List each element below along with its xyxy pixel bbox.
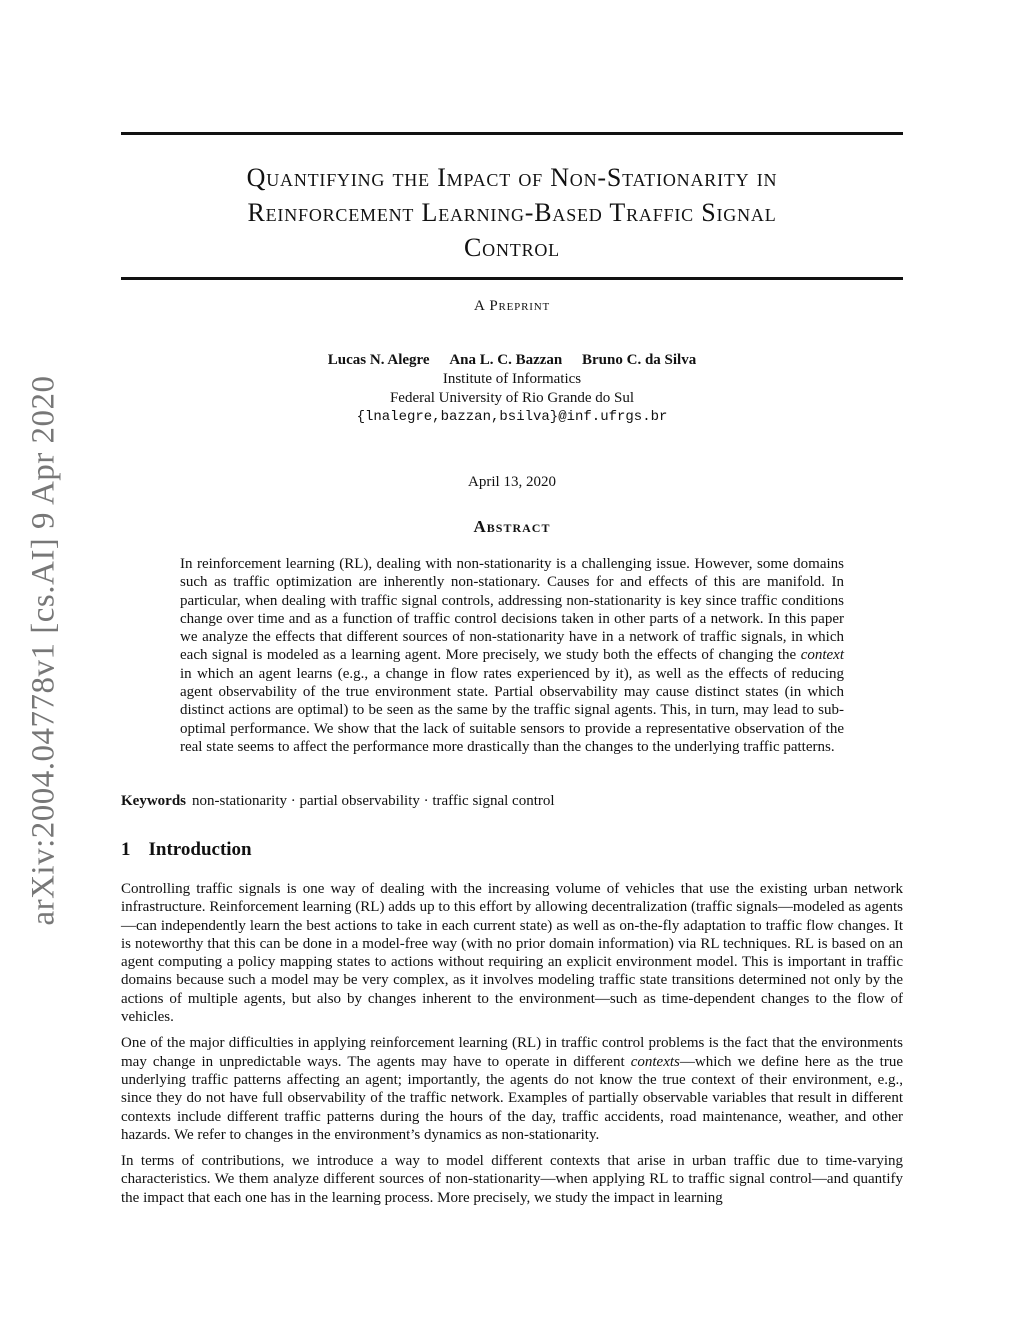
section-title: Introduction — [148, 839, 252, 860]
arxiv-id: arXiv:2004.04778v1 [cs.AI] 9 Apr 2020 — [25, 374, 62, 926]
affiliation-university: Federal University of Rio Grande do Sul — [389, 390, 635, 406]
author-block — [121, 351, 903, 427]
section-heading — [121, 839, 252, 861]
keywords-text: non-stationarity · partial observability · traffic signal control — [192, 793, 555, 809]
title-rule-bottom — [121, 277, 903, 280]
keywords-line — [121, 793, 903, 810]
preprint-label: A Preprint — [474, 298, 550, 314]
author-emails: {lnalegre,bazzan,bsilva}@inf.ufrgs.br — [356, 409, 668, 425]
abstract-part-1: In reinforcement learning (RL), dealing with non-stationarity is a challenging issue. However, some domains such as traffic optimization are inherently non-stationary. Causes for and effects of this are manifold. In particular, when dealing with traffic signal controls, addressing non-stationarity is key since traffic conditions change over time and as a function of traffic control decisions taken in other parts of a network. In this paper we analyze the effects that different sources of non-stationarity have in a network of traffic signals, in which each signal is modeled as a learning agent. More precisely, we study both the effects of changing the — [180, 556, 844, 664]
author-names — [121, 351, 903, 370]
introduction-body — [121, 880, 903, 1215]
arxiv-identifier-sidebar — [20, 370, 68, 930]
paragraph-2-part-1: One of the major difficulties in applying reinforcement learning (RL) in traffic control problems is the fact that the environments may change in unpredictable ways. The agents may have to operate in different — [121, 1035, 903, 1070]
affiliation-institute: Institute of Informatics — [442, 371, 582, 387]
paragraph-2 — [121, 1034, 903, 1144]
abstract-text — [180, 555, 844, 756]
abstract-part-2: in which an agent learns (e.g., a change in flow rates experienced by it), as well as the effects of reducing agent observability of the true environment state. Partial observability may cause distinct states (in which distinct actions are optimal) to be seen as the same by the traffic signal agents. This, in turn, may lead to sub-optimal performance. We show that the lack of suitable sensors to provide a representative observation of the real state seems to affect the performance more drastically than the changes to the underlying traffic patterns. — [180, 665, 844, 755]
title-rule-top — [121, 132, 903, 135]
paper-title — [121, 160, 903, 265]
paragraph-1: Controlling traffic signals is one way of dealing with the increasing volume of vehicles that use the existing urban network infrastructure. Reinforcement learning (RL) adds up to this effort by allowing decentralization (traffic signals—modeled as agents—can independently learn the best actions to take in each current state) as well as on-the-fly adaptation to traffic flow changes. It is noteworthy that this can be done in a model-free way (with no prior domain information) via RL techniques. RL is based on an agent computing a policy mapping states to actions without requiring an explicit environment model. This is important in traffic domains because such a model may be very complex, as it involves modeling traffic state transitions determined not only by the actions of multiple agents, but also by changes inherent to the environment—such as time-dependent changes to the flow of vehicles. — [121, 881, 903, 1026]
title-line-3: Control — [464, 233, 560, 262]
paragraph-2-part-2: —which we define here as the true underlying traffic patterns affecting an agent; importantly, the agents do not know the true context of their environment, e.g., since they do not have full observability of the traffic network. Examples of partially observable variables that result in different contexts include different traffic patterns during the hours of the day, traffic accidents, road maintenance, weather, and other hazards. We refer to changes in the environment’s dynamics as non-stationarity. — [121, 1053, 903, 1143]
paper-date: April 13, 2020 — [468, 474, 556, 490]
author-name: Lucas N. Alegre — [327, 352, 430, 368]
author-name: Bruno C. da Silva — [582, 352, 697, 368]
abstract-emphasis: context — [800, 647, 844, 664]
paragraph-2-emphasis: contexts — [630, 1053, 680, 1070]
author-name: Ana L. C. Bazzan — [449, 352, 563, 368]
title-line-2: Reinforcement Learning-Based Traffic Signal — [247, 198, 777, 227]
paragraph-3: In terms of contributions, we introduce a way to model different contexts that arise in urban traffic due to time-varying characteristics. We them analyze different sources of non-stationarity—when applying RL to traffic signal control—and quantify the impact that each one has in the learning process. More precisely, we study the impact in learning — [121, 1153, 903, 1206]
keywords-label: Keywords — [121, 793, 186, 809]
section-number: 1 — [121, 839, 131, 860]
title-line-1: Quantifying the Impact of Non-Stationarity in — [246, 163, 778, 192]
abstract-heading: Abstract — [473, 517, 551, 536]
